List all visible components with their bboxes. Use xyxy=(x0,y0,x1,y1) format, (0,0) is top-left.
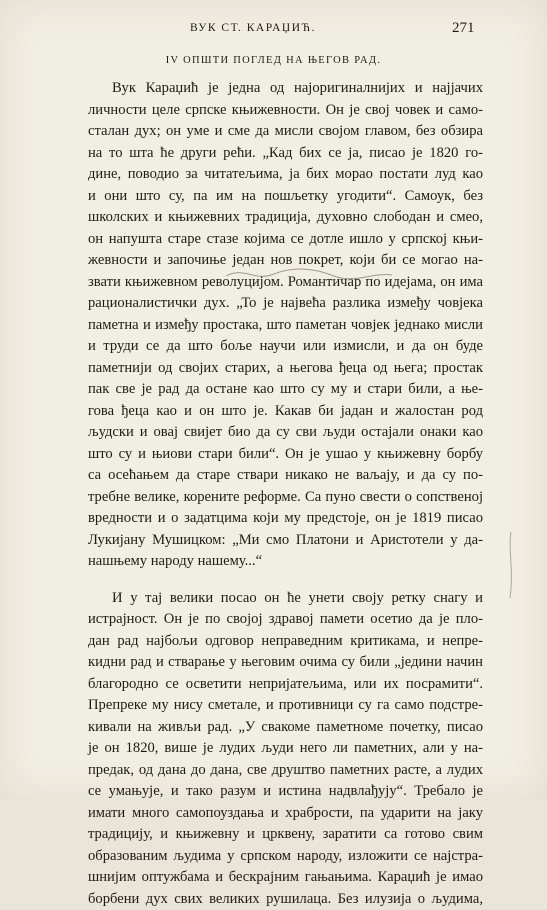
text-line: жевности и започиње један нов покрет, који би се могао на- xyxy=(88,250,483,272)
text-line: предак, од дана до дана, све друштво паметних расте, а лудих xyxy=(88,760,483,782)
text-line: што су и њиови стари били“. Он је ушао у књижевну борбу xyxy=(88,444,483,466)
text-line: борбени дух свих великих рушилаца. Без илузија о људима, xyxy=(88,889,483,910)
text-line: сталан дух; он уме и сме да мисли својом главом, без обзира xyxy=(88,121,483,143)
pencil-underline-mark xyxy=(224,262,394,284)
text-line: образованим људима у српском народу, изложити се најстра- xyxy=(88,846,483,868)
paragraph-1 xyxy=(88,78,483,573)
text-line: и они што су, па им на пошљетку угодити“. Самоук, без xyxy=(88,186,483,208)
text-line: кидни рад и стварање у његовим очима су били „једини начин xyxy=(88,652,483,674)
running-head xyxy=(0,22,547,42)
page-number: 271 xyxy=(452,20,475,37)
text-line: вредности и о задатцима који му предстоје, он је 1819 писао xyxy=(88,508,483,530)
text-line: дине, поводио за читатељима, ја бих морао постати луд као xyxy=(88,164,483,186)
section-heading: IV ОПШТИ ПОГЛЕД НА ЊЕГОВ РАД. xyxy=(0,55,547,66)
text-line: гова ђеца као и он што је. Какав би јадан и жалостан род xyxy=(88,401,483,423)
body-text xyxy=(88,78,483,910)
text-line: личности целе српске књижевности. Он је свој човек и само- xyxy=(88,100,483,122)
text-line: шнијим оптужбама и бескрајним гањањима. Караџић је имао xyxy=(88,867,483,889)
text-line: рационалистички дух. „То је највећа разлика између човјека xyxy=(88,293,483,315)
text-line: И у тај велики посао он ће унети своју ретку снагу и xyxy=(88,588,483,610)
text-line: нашњему народу нашему...“ xyxy=(88,551,483,573)
text-line: на то шта ће други рећи. „Кад бих се ја, писао је 1820 го- xyxy=(88,143,483,165)
text-line: Препреке му нису сметале, и противници су га само подстре- xyxy=(88,695,483,717)
text-line: благородно се осветити непријатељима, или их посрамити“. xyxy=(88,674,483,696)
text-line: се умањује, и тако разум и истина надвлађују“. Требало је xyxy=(88,781,483,803)
text-line: Вук Караџић је једна од најоригиналнијих и најјачих xyxy=(88,78,483,100)
text-line: он напушта старе стазе којима се дотле ишло у српској књи- xyxy=(88,229,483,251)
running-title: ВУК СТ. КАРАЏИЋ. xyxy=(190,22,316,34)
paragraph-gap xyxy=(88,573,483,588)
paragraph-2 xyxy=(88,588,483,910)
text-line: требне велике, корените реформе. Са пуно свести о сопственој xyxy=(88,487,483,509)
text-line: пак све је рад да остане као што су му и стари били, а ње- xyxy=(88,379,483,401)
text-line: Лукијану Мушицком: „Ми смо Платони и Аристотели у да- xyxy=(88,530,483,552)
text-line: кивали на живљи рад. „У свакоме паметноме почетку, писао xyxy=(88,717,483,739)
text-line: школских и књижевних традиција, духовно слободан и смео, xyxy=(88,207,483,229)
text-line: дан рад најбољи одговор неправедним критикама, и непре- xyxy=(88,631,483,653)
text-line: истрајност. Он је по својој здравој памети осетио да је пло- xyxy=(88,609,483,631)
text-line: је он 1820, више је лудих људи него ли паметних, али у на- xyxy=(88,738,483,760)
text-line: и труди се да што боље научи или измисли, и да он буде xyxy=(88,336,483,358)
text-line: звати књижевном револуцијом. Романтичар по идејама, он има xyxy=(88,272,483,294)
text-line: имати много самопоуздања и храбрости, па ударити на јаку xyxy=(88,803,483,825)
margin-pencil-mark xyxy=(505,530,517,600)
text-line: паметна и између простака, што паметан човјек једнако мисли xyxy=(88,315,483,337)
text-line: традицију, и књижевну и црквену, заратити са готово свим xyxy=(88,824,483,846)
text-line: са осећањем да старе ствари никако не ваљају, и да су по- xyxy=(88,465,483,487)
text-line: паметнији од својих старих, а његова ђеца од њега; простак xyxy=(88,358,483,380)
text-line: људски и овај свијет био да су сви људи остајали онаки као xyxy=(88,422,483,444)
